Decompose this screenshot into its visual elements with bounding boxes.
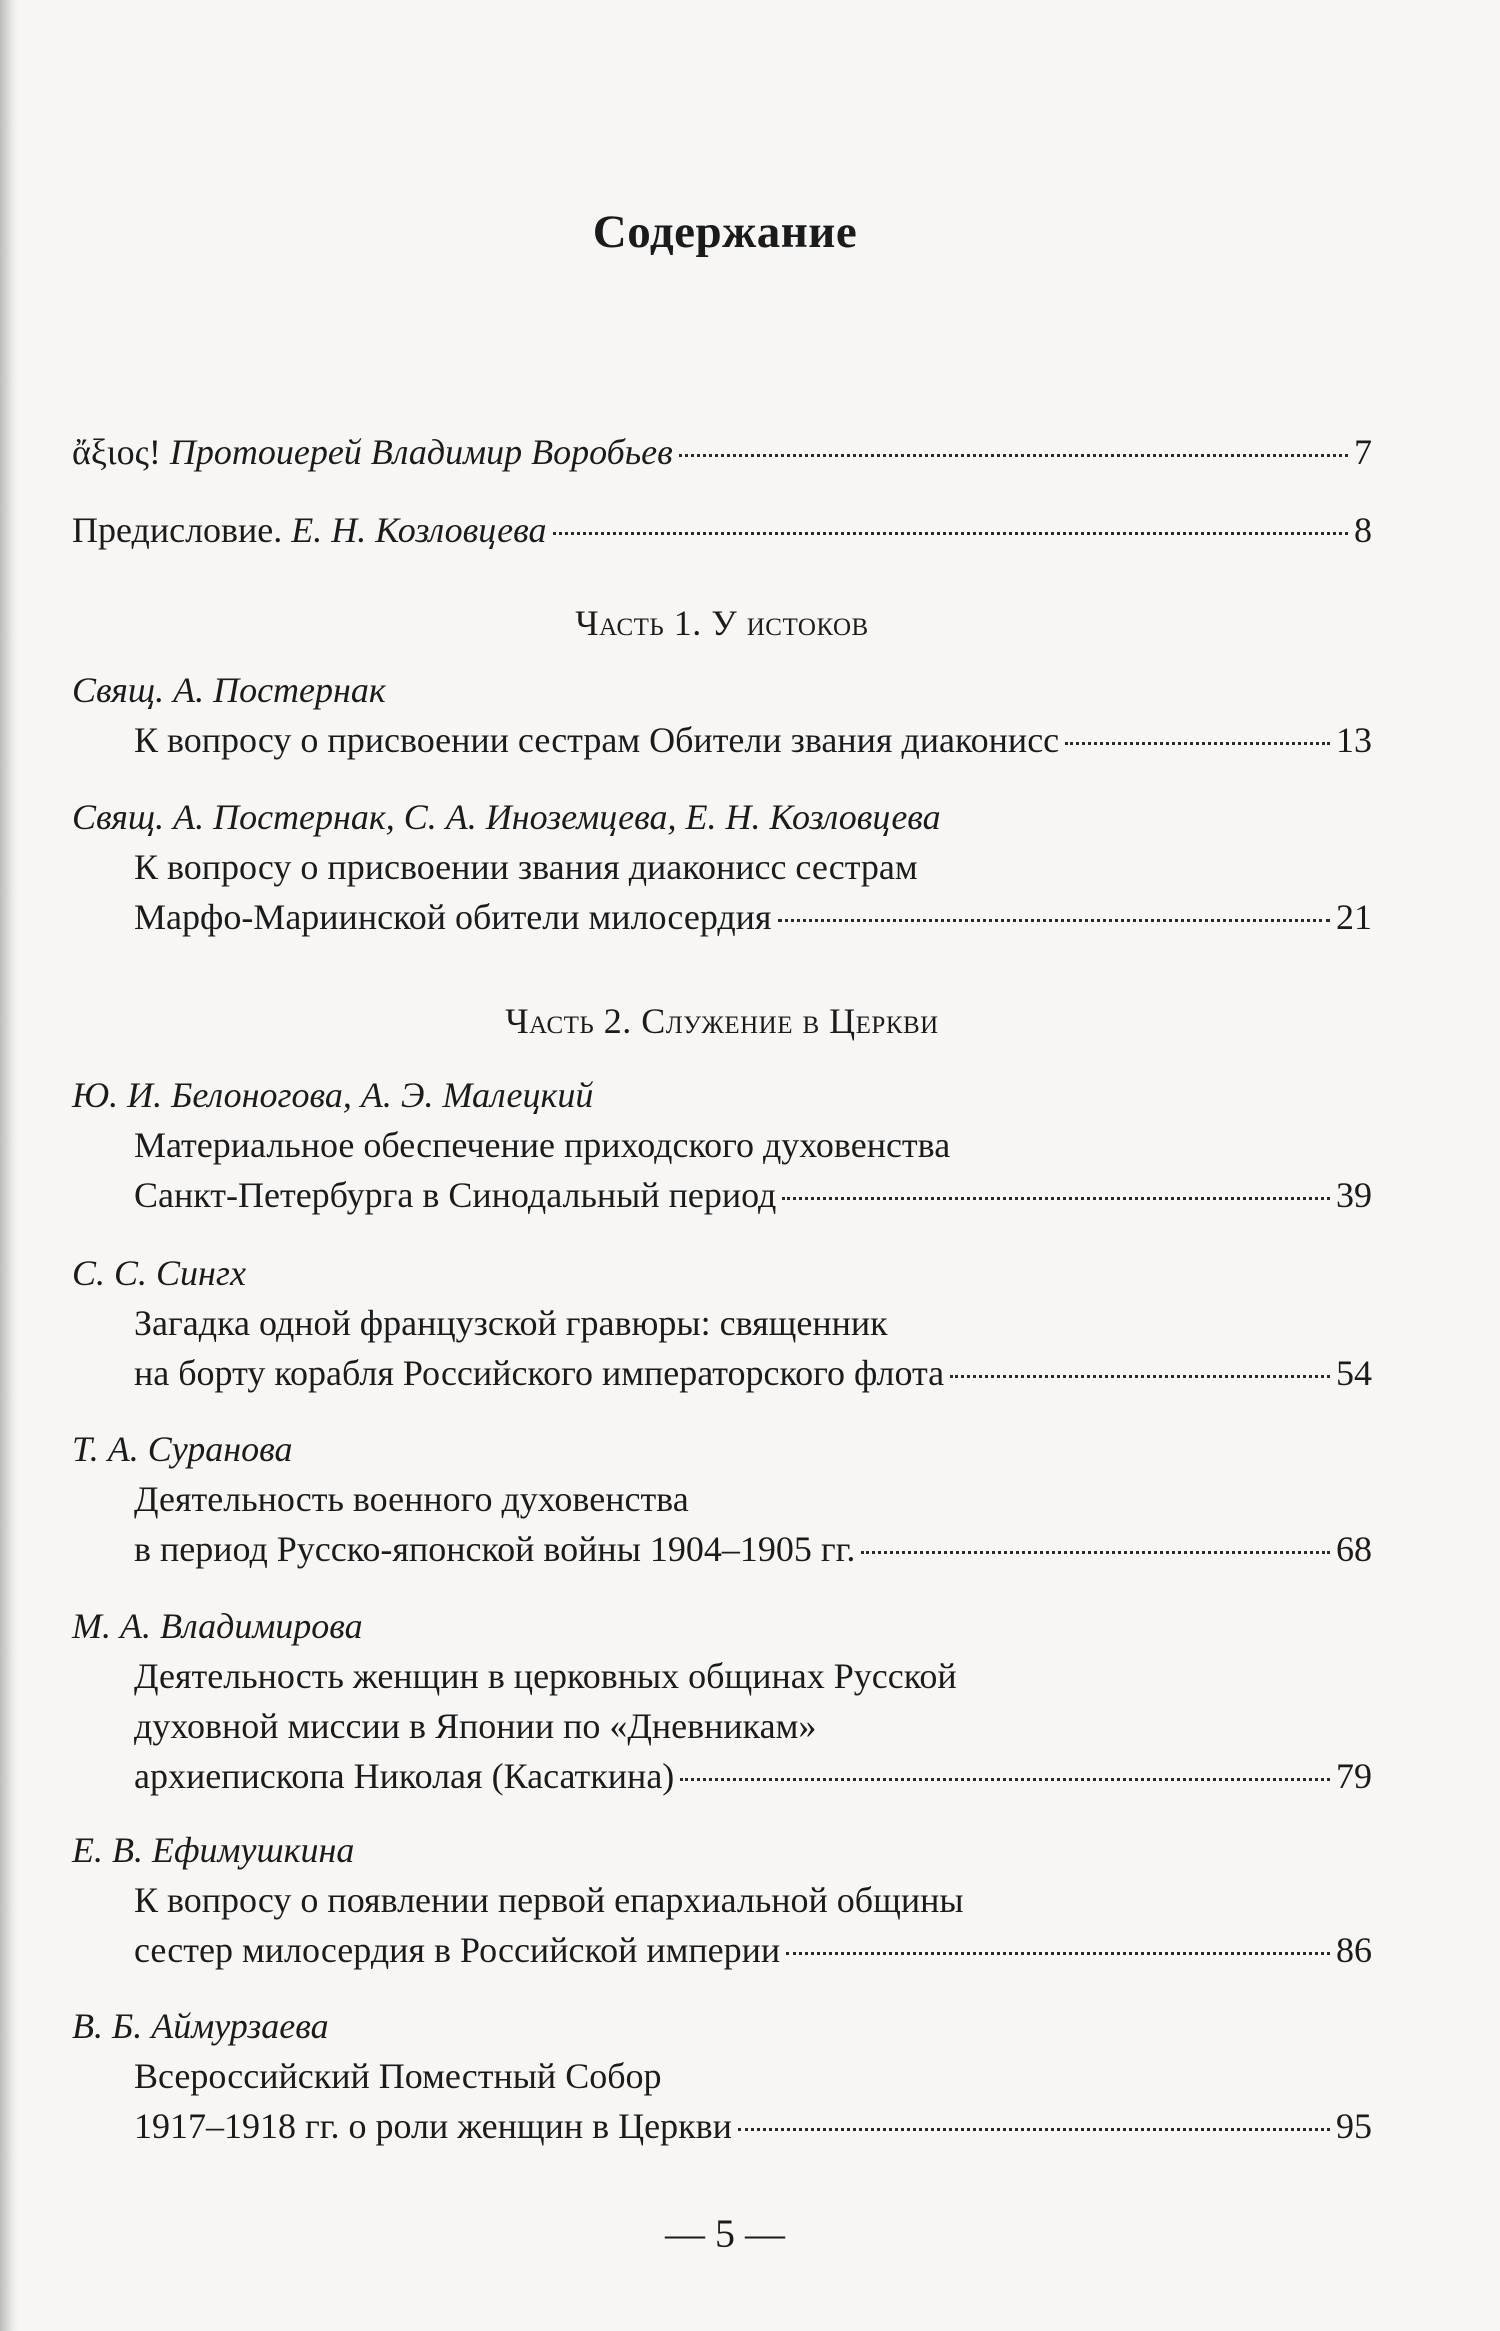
page-number: 39 xyxy=(1336,1175,1372,1215)
dot-leader xyxy=(738,2128,1330,2131)
article-authors: Свящ. А. Постернак, С. А. Иноземцева, Е. Н. Козловцева xyxy=(72,797,941,837)
entry-lead: ἄξιος! xyxy=(72,432,161,472)
page-number: 54 xyxy=(1336,1353,1372,1393)
article-title-line: 1917–1918 гг. о роли женщин в Церкви xyxy=(134,2106,732,2146)
article-title-line: Деятельность военного духовенства xyxy=(134,1479,689,1519)
page-binding-shadow xyxy=(0,0,18,2331)
dot-leader xyxy=(786,1952,1330,1955)
toc-entry-article[interactable] xyxy=(72,1424,1372,1574)
dot-leader xyxy=(553,532,1349,535)
entry-author: Е. Н. Козловцева xyxy=(291,510,547,550)
toc-entry-article[interactable] xyxy=(72,665,1372,765)
page-number: 7 xyxy=(1354,432,1372,472)
article-title-line: на борту корабля Российского императорского флота xyxy=(134,1353,945,1393)
dot-leader xyxy=(679,454,1348,457)
toc-entry-axios[interactable] xyxy=(72,427,1372,477)
article-authors: С. С. Сингх xyxy=(72,1253,246,1293)
page-number: 21 xyxy=(1336,897,1372,937)
part-heading-1: Часть 1. У истоков xyxy=(575,603,869,643)
toc-entry-article[interactable] xyxy=(72,1070,1372,1220)
article-authors: Свящ. А. Постернак xyxy=(72,670,386,710)
article-title-line: архиепископа Николая (Касаткина) xyxy=(134,1756,675,1796)
page-number: 13 xyxy=(1336,720,1372,760)
article-title: К вопросу о присвоении сестрам Обители звания диаконисс xyxy=(134,720,1060,760)
page-number: 86 xyxy=(1336,1930,1372,1970)
article-title-line: К вопросу о присвоении звания диаконисс сестрам xyxy=(134,847,918,887)
article-title-line: сестер милосердия в Российской империи xyxy=(134,1930,781,1970)
page-number: 79 xyxy=(1336,1756,1372,1796)
dot-leader xyxy=(950,1375,1330,1378)
article-authors: Ю. И. Белоногова, А. Э. Малецкий xyxy=(72,1075,594,1115)
dot-leader xyxy=(680,1778,1330,1781)
article-title-line: Деятельность женщин в церковных общинах Русской xyxy=(134,1656,957,1696)
dot-leader xyxy=(1065,742,1330,745)
article-authors: В. Б. Аймурзаева xyxy=(72,2006,329,2046)
page-number: 8 xyxy=(1354,510,1372,550)
article-title-line: Материальное обеспечение приходского духовенства xyxy=(134,1125,951,1165)
entry-lead: Предисловие. xyxy=(72,510,283,550)
part-heading-2: Часть 2. Служение в Церкви xyxy=(505,1001,939,1041)
article-title-line: Загадка одной французской гравюры: священник xyxy=(134,1303,888,1343)
article-title-line: К вопросу о появлении первой епархиальной общины xyxy=(134,1880,964,1920)
article-authors: М. А. Владимирова xyxy=(72,1606,363,1646)
dot-leader xyxy=(778,919,1331,922)
article-authors: Е. В. Ефимушкина xyxy=(72,1830,355,1870)
dot-leader xyxy=(861,1551,1330,1554)
toc-entry-article[interactable] xyxy=(72,792,1372,942)
page-number: 68 xyxy=(1336,1529,1372,1569)
toc-entry-article[interactable] xyxy=(72,2001,1372,2151)
article-title-line: Санкт-Петербурга в Синодальный период xyxy=(134,1175,777,1215)
article-title-line: духовной миссии в Японии по «Дневникам» xyxy=(134,1706,817,1746)
article-title-line: в период Русско-японской войны 1904–1905 гг. xyxy=(134,1529,856,1569)
article-title-line: Всероссийский Поместный Собор xyxy=(134,2056,662,2096)
toc-entry-preface[interactable] xyxy=(72,505,1372,555)
article-title-line: Марфо-Мариинской обители милосердия xyxy=(134,897,772,937)
page-title: Содержание xyxy=(592,206,858,258)
entry-author: Протоиерей Владимир Воробьев xyxy=(169,432,673,472)
toc-entry-article[interactable] xyxy=(72,1601,1372,1801)
page-number: 95 xyxy=(1336,2106,1372,2146)
toc-entry-article[interactable] xyxy=(72,1825,1372,1975)
page-footer-number: — 5 — xyxy=(665,2211,785,2256)
article-authors: Т. А. Суранова xyxy=(72,1429,293,1469)
toc-entry-article[interactable] xyxy=(72,1248,1372,1398)
dot-leader xyxy=(782,1197,1330,1200)
